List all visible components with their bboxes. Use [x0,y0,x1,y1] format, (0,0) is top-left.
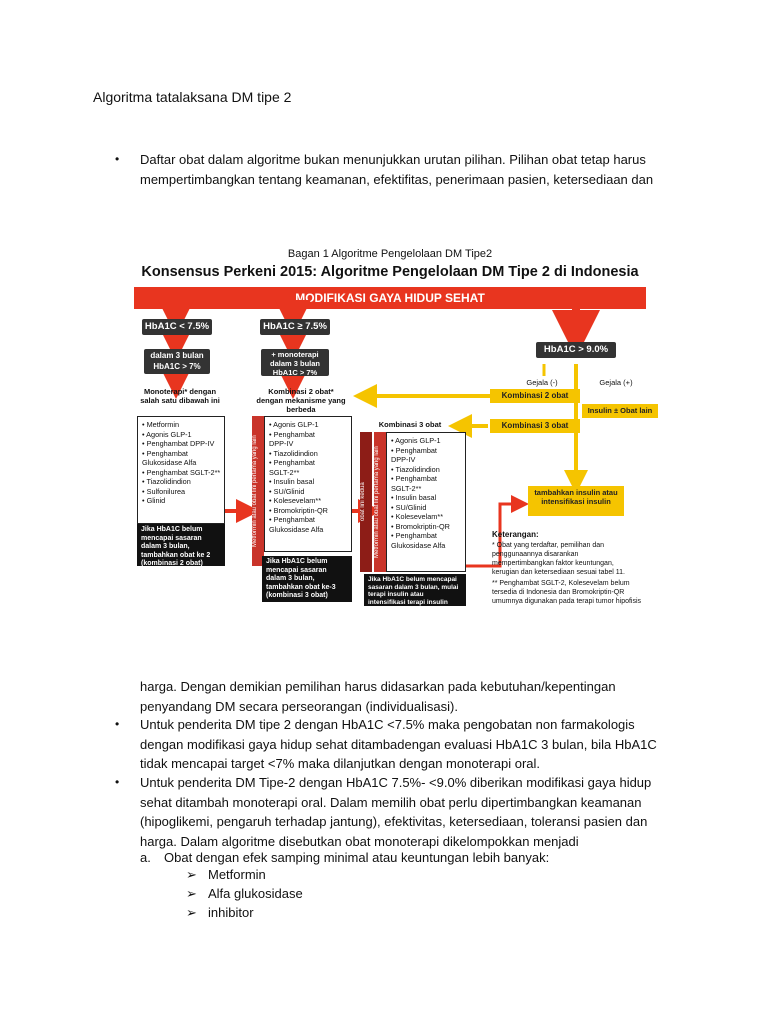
first-line-label: Metformin atau obat lini pertama yang lain [252,416,264,566]
drug-item: • Penghambat [391,531,437,540]
paragraph-1-line: mempertimbangkan tentang keamanan, efektifitas, penerimaan pasien, ketersediaan dan [140,171,654,187]
eval-3-month-box: dalam 3 bulan HbA1C > 7% [144,349,210,374]
drug-item: Glukosidase Alfa [391,540,446,550]
paragraph-1-continued [140,677,680,716]
yellow-add-insulin-box: tambahkan insulin atau intensifikasi insulin [528,486,624,516]
paragraph-line: Untuk penderita DM Tipe-2 dengan HbA1C 7.5%- <9.0% diberikan modifikasi gaya hidup [140,775,652,790]
paragraph-line: penyandang DM secara perseorangan (individualisasi). [140,698,458,714]
sub-item [186,905,254,921]
arrow-icon: ➢ [186,867,197,882]
hba1c-low-box: HbA1C < 7.5% [142,319,212,335]
drug-item: • Tiazolidindion [142,477,191,486]
mono-3-month-box: + monoterapi dalam 3 bulan HbA1C > 7% [261,349,329,376]
legend-title: Keterangan: [492,530,539,539]
bullet-2: • [115,717,120,731]
second-line-label: obat lini kedua [360,432,372,572]
drug-item: • Agonis GLP-1 [142,429,192,439]
drug-item: • Bromokriptin-QR [391,521,450,531]
diagram-title: Konsensus Perkeni 2015: Algoritme Pengelolaan DM Tipe 2 di Indonesia [141,264,639,280]
drug-item: • Kolesevelam** [269,496,322,505]
bullet-3: • [115,775,120,789]
drug-item: • Penghambat [269,429,315,439]
diagram-caption: Bagan 1 Algoritme Pengelolaan DM Tipe2 [287,248,493,260]
paragraph-3 [140,773,680,851]
note-box-combination-3: Jika HbA1C belum mencapai sasaran dalam 3 bulan, mulai terapi insulin atau intensifikasi terapi insulin [364,574,466,606]
paragraph-1 [140,150,680,189]
hba1c-mid-box: HbA1C ≥ 7.5% [260,319,330,335]
drug-item: Glukosidase Alfa [142,458,197,467]
drug-item: • Penghambat [269,515,315,524]
sublist-a [140,850,549,865]
drug-item: • Agonis GLP-1 [269,420,319,429]
combination-2-heading: Kombinasi 2 obat* dengan mekanisme yang berbeda [256,387,346,414]
paragraph-2 [140,715,680,774]
drug-item: • Penghambat [391,445,437,455]
symptom-positive-label: Gejala (+) [599,378,633,387]
sub-item [186,886,303,902]
drug-item: Glukosidase Alfa [269,524,324,534]
drug-list-combination-3 [386,432,466,572]
yellow-combination-3-box: Kombinasi 3 obat [490,419,580,433]
hba1c-high-box: HbA1C > 9.0% [536,342,616,358]
drug-item: • Penghambat [391,474,437,483]
note-box-monotherapy: Jika HbA1C belum mencapai sasaran dalam 3 bulan, tambahkan obat ke 2 (kombinasi 2 obat) [137,524,225,566]
drug-item: • Insulin basal [391,493,437,502]
drug-item: DPP-IV [391,455,416,464]
paragraph-1-line: Daftar obat dalam algoritme bukan menunjukkan urutan pilihan. Pilihan obat tetap harus [140,152,646,167]
legend-notes [492,530,642,606]
drug-item: • Metformin [142,420,180,429]
drug-item: • Agonis GLP-1 [391,436,441,445]
sub-item-label: inhibitor [208,905,254,920]
drug-item: • Penghambat SGLT-2** [142,467,221,477]
drug-list-combination-2 [264,416,352,552]
legend-note: ** Penghambat SGLT-2, Kolesevelam belum tersedia di Indonesia dan Bromokriptin-QR umumnya digunakan pada terapi tumor hipofisis [492,580,642,605]
yellow-insulin-box: Insulin ± Obat lain [582,404,658,418]
note-box-combination-2: Jika HbA1C belum mencapai sasaran dalam 3 bulan, tambahkan obat ke-3 (kombinasi 3 obat) [262,556,352,602]
combination-3-heading: Kombinasi 3 obat [378,420,442,429]
paragraph-line: Untuk penderita DM tipe 2 dengan HbA1C <7.5% maka pengobatan non farmakologis [140,717,635,732]
drug-item: SGLT-2** [269,467,300,477]
drug-item: • SU/Glinid [269,486,305,496]
drug-item: • Tiazolidindion [269,448,318,458]
drug-item: • SU/Glinid [391,502,427,512]
sub-item-label: Alfa glukosidase [208,886,303,901]
paragraph-line: harga. Dengan demikian pemilihan harus didasarkan pada kebutuhan/kepentingan [140,679,616,694]
drug-item: • Glinid [142,496,166,505]
sub-item-label: Metformin [208,867,266,882]
paragraph-line: tidak mencapai target <7% maka dilanjutkan dengan monoterapi oral. [140,756,540,771]
drug-list-monotherapy [137,416,225,524]
symptom-negative-label: Gejala (-) [526,378,558,387]
lifestyle-banner: MODIFIKASI GAYA HIDUP SEHAT [134,287,646,309]
drug-item: • Sulfonilurea [142,486,186,496]
first-line-label-2: Metformin atau obat lini pertama yang lain [374,432,386,572]
arrow-icon: ➢ [186,886,197,901]
sublist-marker: a. [140,850,151,865]
paragraph-line: (hipoglikemi, pengaruh terhadap jantung), efektivitas, ketersediaan, toleransi pasien dan [140,814,648,829]
sublist-text: Obat dengan efek samping minimal atau keuntungan lebih banyak: [164,850,550,865]
paragraph-line: dengan modifikasi gaya hidup sehat ditambadengan evaluasi HbA1C 3 bulan, bila HbA1C [140,736,657,752]
yellow-combination-2-box: Kombinasi 2 obat [490,389,580,403]
drug-item: DPP-IV [269,439,294,448]
page-title: Algoritma tatalaksana DM tipe 2 [93,89,292,105]
legend-note: * Obat yang terdaftar, pemilihan dan penggunaannya disarankan mempertimbangkan faktor keuntungan, kerugian dan ketersediaan sesuai tabel 11. [492,542,625,576]
drug-item: • Penghambat [142,448,188,458]
drug-item: • Tiazolidindion [391,464,440,474]
monotherapy-heading: Monoterapi* dengan salah satu dibawah ini [140,387,220,405]
drug-item: • Insulin basal [269,477,315,486]
bullet-1: • [115,152,120,166]
paragraph-line: sehat ditambah monoterapi oral. Dalam memilih obat perlu dipertimbangkan keamanan [140,794,642,810]
drug-item: • Penghambat DPP-IV [142,439,215,448]
algorithm-diagram [130,246,653,608]
arrow-icon: ➢ [186,905,197,920]
drug-item: • Bromokriptin-QR [269,505,328,515]
drug-item: SGLT-2** [391,483,422,493]
drug-item: • Kolesevelam** [391,512,444,521]
sub-item [186,867,266,883]
drug-item: • Penghambat [269,458,315,467]
paragraph-line: harga. Dalam algoritme disebutkan obat monoterapi dikelompokkan menjadi [140,833,579,849]
